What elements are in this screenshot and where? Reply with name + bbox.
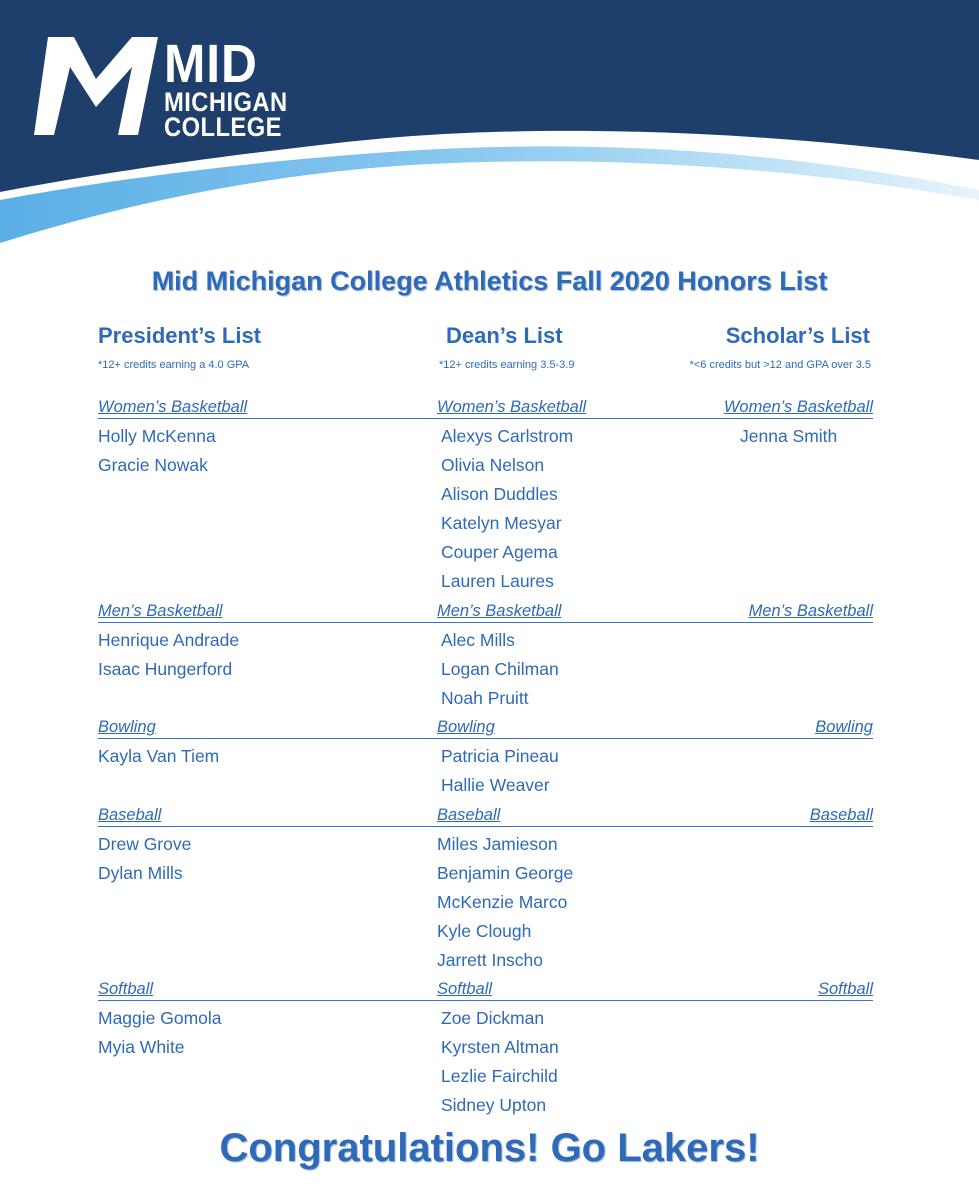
scholar-list-note: *<6 credits but >12 and GPA over 3.5 xyxy=(689,359,871,371)
president-section-label: Men’s Basketball xyxy=(98,602,223,620)
president-list-name: Gracie Nowak xyxy=(98,455,208,475)
dean-list-heading: Dean’s List xyxy=(446,323,563,348)
president-list-note: *12+ credits earning a 4.0 GPA xyxy=(98,359,250,371)
president-list-name: Myia White xyxy=(98,1037,185,1057)
section-rule xyxy=(98,1000,873,1001)
dean-list-name: Katelyn Mesyar xyxy=(441,513,562,533)
dean-list-name: Lauren Laures xyxy=(441,571,554,591)
dean-list-name: Olivia Nelson xyxy=(441,455,545,475)
section-rule xyxy=(98,826,873,827)
dean-list-name: Benjamin George xyxy=(437,863,574,883)
page-title: Mid Michigan College Athletics Fall 2020 Honors List xyxy=(151,266,828,296)
president-list-name: Isaac Hungerford xyxy=(98,659,233,679)
scholar-list-name: Jenna Smith xyxy=(740,426,838,446)
dean-list-name: Alexys Carlstrom xyxy=(441,426,574,446)
president-list-name: Kayla Van Tiem xyxy=(98,746,220,766)
president-section-label: Women’s Basketball xyxy=(98,398,248,416)
president-list-name: Dylan Mills xyxy=(98,863,183,883)
dean-list-name: Alec Mills xyxy=(441,630,515,650)
dean-section-label: Women’s Basketball xyxy=(437,398,587,416)
dean-list-name: Lezlie Fairchild xyxy=(441,1066,558,1086)
header-banner xyxy=(0,0,979,250)
dean-list-name: Couper Agema xyxy=(441,542,558,562)
president-list-name: Drew Grove xyxy=(98,834,192,854)
mid-michigan-logo-mark xyxy=(34,37,158,135)
section-rule xyxy=(98,622,873,623)
president-section-label: Softball xyxy=(98,980,154,998)
scholar-section-label: Bowling xyxy=(815,718,873,736)
logo-wordmark xyxy=(164,34,305,142)
dean-list-name: Miles Jamieson xyxy=(437,834,558,854)
dean-list-name: Noah Pruitt xyxy=(441,688,529,708)
logo-michigan: MICHIGAN xyxy=(164,87,288,117)
president-list-name: Maggie Gomola xyxy=(98,1008,222,1028)
dean-section-label: Baseball xyxy=(437,806,501,824)
dean-list-name: Patricia Pineau xyxy=(441,746,559,766)
dean-list-name: Alison Duddles xyxy=(441,484,558,504)
closing-message: Congratulations! Go Lakers! xyxy=(219,1126,760,1170)
dean-section-label: Bowling xyxy=(437,718,495,736)
dean-section-label: Men’s Basketball xyxy=(437,602,562,620)
scholar-list-heading: Scholar’s List xyxy=(725,323,870,348)
logo-college: COLLEGE xyxy=(164,112,282,142)
dean-list-name: Zoe Dickman xyxy=(441,1008,545,1028)
president-list-name: Henrique Andrade xyxy=(98,630,240,650)
president-list-name: Holly McKenna xyxy=(98,426,216,446)
president-section-label: Bowling xyxy=(98,718,156,736)
scholar-section-label: Women’s Basketball xyxy=(723,398,873,416)
dean-list-note: *12+ credits earning 3.5-3.9 xyxy=(439,359,575,371)
scholar-section-label: Baseball xyxy=(809,806,873,824)
dean-list-name: Kyrsten Altman xyxy=(441,1037,559,1057)
president-section-label: Baseball xyxy=(98,806,162,824)
logo-mid: MID xyxy=(164,34,258,94)
dean-list-name: Logan Chilman xyxy=(441,659,559,679)
dean-list-name: Kyle Clough xyxy=(437,921,532,941)
dean-list-name: Jarrett Inscho xyxy=(437,950,544,970)
dean-list-name: McKenzie Marco xyxy=(437,892,568,912)
dean-list-name: Sidney Upton xyxy=(441,1095,547,1115)
dean-section-label: Softball xyxy=(437,980,493,998)
scholar-section-label: Men’s Basketball xyxy=(748,602,873,620)
scholar-section-label: Softball xyxy=(817,980,873,998)
section-rule xyxy=(98,738,873,739)
section-rule xyxy=(98,418,873,419)
president-list-heading: President’s List xyxy=(98,323,262,348)
dean-list-name: Hallie Weaver xyxy=(441,775,550,795)
